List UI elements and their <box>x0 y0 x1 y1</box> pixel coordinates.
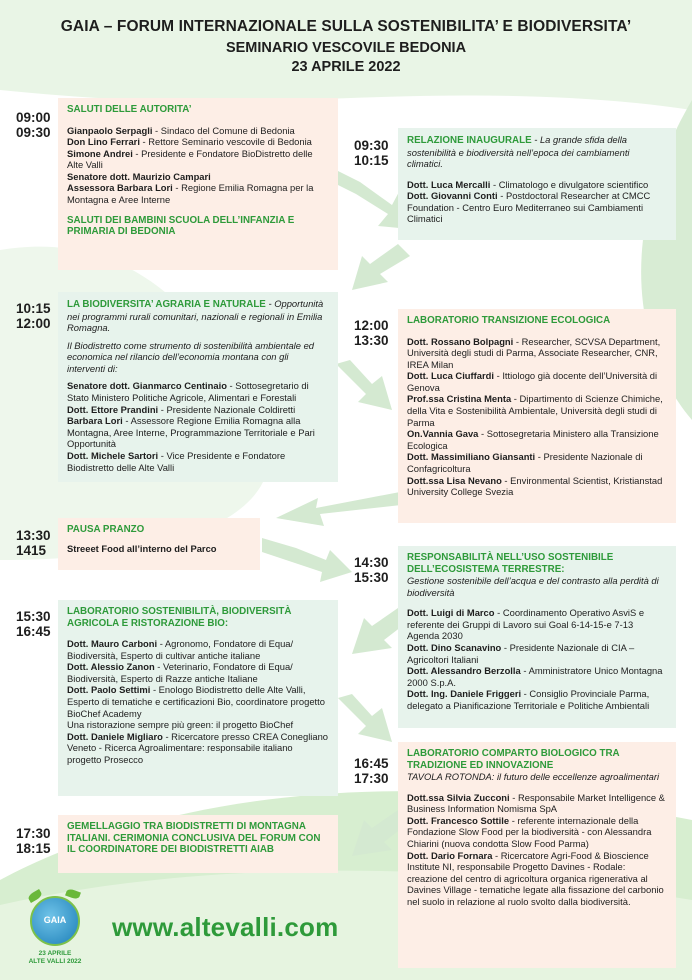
time-slot-4 <box>354 318 389 348</box>
speaker-role: - Environmental Scientist, Kristianstad University College Svezia <box>407 474 663 498</box>
speaker-role: - Dipartimento di Scienze Chimiche, della Vita e Sostenibilità Ambientale, Università degli studi di Parma <box>407 393 663 428</box>
speaker-name: On.Vannia Gava <box>407 428 479 440</box>
speaker-name: Don Lino Ferrari <box>67 136 140 148</box>
session-comparto-biologico <box>398 742 676 968</box>
session-biodiversita-agraria <box>58 292 338 482</box>
speaker-name: Dott. Luca Ciuffardi <box>407 370 494 382</box>
arrow-2 <box>352 244 410 290</box>
speaker-list <box>407 792 667 908</box>
leaf-icon <box>65 888 81 900</box>
time-start: 16:45 <box>354 756 389 771</box>
session-description: : il futuro delle eccellenze agroalimentari <box>491 771 660 782</box>
speaker-name: Barbara Lori <box>67 415 123 427</box>
speaker-list <box>407 607 667 711</box>
session-title: LABORATORIO COMPARTO BIOLOGICO TRA TRADIZIONE ED INNOVAZIONE <box>407 748 620 771</box>
speaker-entry <box>67 171 329 183</box>
speaker-name: Dott. Rossano Bolpagni <box>407 335 514 347</box>
time-start: 12:00 <box>354 318 389 333</box>
speaker-entry <box>67 450 329 473</box>
logo-caption-date: 23 APRILE <box>38 950 72 957</box>
speaker-role: - Rettore Seminario vescovile di Bedonia <box>139 136 312 148</box>
speaker-role: - Presidente Nazionale Coldiretti <box>158 403 296 415</box>
speaker-entry <box>67 125 329 137</box>
speaker-entry <box>67 719 329 731</box>
time-slot-1 <box>16 110 51 140</box>
session-description: - Opportunità nei programmi rurali comunitari, nazionali e regionali in Emilia Romagna. <box>67 298 324 334</box>
speaker-entry <box>67 684 329 719</box>
speaker-entry <box>407 393 667 428</box>
session-pausa-pranzo <box>58 518 260 570</box>
arrow-4 <box>276 492 410 526</box>
website-link[interactable]: www.altevalli.com <box>112 912 339 942</box>
speaker-role: - Responsabile Market Intelligence & Business Information Nomisma SpA <box>407 791 665 815</box>
speaker-entry <box>67 136 329 148</box>
speaker-name: Dott. Luigi di Marco <box>407 607 495 619</box>
speaker-role: - Researcher, SCVSA Department, Università degli studi di Parma, Associate Researcher, CNR, IREA Milan <box>407 335 661 370</box>
speaker-role: - Ricercatore presso CREA Conegliano Veneto - Ricerca Agroalimentare: responsabile italiano progetto Prosecco <box>67 730 329 765</box>
speaker-entry <box>67 380 329 403</box>
speaker-name: Senatore dott. Gianmarco Centinaio <box>67 380 227 392</box>
speaker-role: - Presidente Nazionale di CIA – Agricoltori Italiani <box>407 641 635 665</box>
event-date: 23 APRILE 2022 <box>291 59 401 75</box>
gaia-logo <box>24 886 86 972</box>
session-ecosistema-terrestre <box>398 546 676 728</box>
speaker-entry <box>407 607 667 642</box>
speaker-entry <box>407 665 667 688</box>
speaker-entry <box>67 415 329 450</box>
speaker-list <box>67 125 329 206</box>
arrow-5 <box>262 538 352 582</box>
time-start: 10:15 <box>16 301 51 316</box>
page-title: GAIA – FORUM INTERNAZIONALE SULLA SOSTENIBILITA’ E BIODIVERSITA’ <box>60 18 632 35</box>
speaker-name: Dott. Massimiliano Giansanti <box>407 451 536 463</box>
speaker-entry <box>407 190 667 225</box>
time-end: 16:45 <box>16 624 51 639</box>
speaker-entry <box>407 336 667 371</box>
speaker-name: Dott. Francesco Sottile <box>407 814 510 826</box>
venue-title: SEMINARIO VESCOVILE BEDONIA <box>225 40 467 56</box>
speaker-name: Dott. Alessio Zanon <box>67 661 155 673</box>
speaker-role: - Ittiologo già docente dell’Università di Genova <box>407 370 658 393</box>
time-slot-3 <box>16 301 51 331</box>
session-transizione-ecologica <box>398 309 676 523</box>
session-gemellaggio <box>58 815 338 873</box>
time-slot-6 <box>354 555 389 585</box>
speaker-entry <box>407 451 667 474</box>
speaker-role: - Enologo Biodistretto delle Alte Valli, Esperto di tematiche e certificazioni Bio, coordinatore progetto BioChef Academy <box>67 684 325 719</box>
speaker-role: - Sottosegretario di Stato Ministero Politiche Agricole, Alimentari e Forestali <box>67 380 309 404</box>
time-start: 14:30 <box>354 555 389 570</box>
speaker-role: Una ristorazione sempre più green: il progetto BioChef <box>67 719 294 731</box>
speaker-entry <box>407 179 667 191</box>
session-title: LA BIODIVERSITA’ AGRARIA E NATURALE <box>67 299 266 310</box>
time-end: 12:00 <box>16 316 51 331</box>
time-end: 09:30 <box>16 125 51 140</box>
session-relazione-inaugurale <box>398 128 676 240</box>
speaker-list <box>67 380 329 473</box>
speaker-name: Dott. Alessandro Berzolla <box>407 665 521 677</box>
speaker-entry <box>407 688 667 711</box>
speaker-entry <box>407 850 667 908</box>
speaker-name: Assessora Barbara Lori <box>67 182 173 194</box>
session-description: - La grande sfida della sostenibilità e biodiversità nell’epoca dei cambiamenti climatici. <box>407 134 630 170</box>
speaker-name: Dott. Mauro Carboni <box>67 638 158 649</box>
time-slot-8 <box>354 756 389 786</box>
time-start: 17:30 <box>16 826 51 841</box>
session-subtitle: SALUTI DEI BAMBINI SCUOLA DELL’INFANZIA E PRIMARIA DI BEDONIA <box>67 214 295 238</box>
session-title: LABORATORIO TRANSIZIONE ECOLOGICA <box>407 315 611 326</box>
time-slot-7 <box>16 609 51 639</box>
speaker-role: - referente internazionale della Fondazione Slow Food per la biodiversità - con Alessandra Chiarini (nuova condotta Slow Food Parma) <box>407 814 652 849</box>
speaker-entry <box>67 182 329 205</box>
time-start: 09:00 <box>16 110 51 125</box>
speaker-entry <box>67 148 329 171</box>
speaker-role: - Vice Presidente e Fondatore Biodistretto delle Alte Valli <box>67 450 286 473</box>
session-title: RESPONSABILITÀ NELL’USO SOSTENIBILE DELL’ECOSISTEMA TERRESTRE: <box>407 552 614 575</box>
time-start: 13:30 <box>16 528 51 543</box>
logo-caption-place: ALTE VALLI 2022 <box>28 958 82 965</box>
speaker-entry <box>407 428 667 451</box>
speaker-role: - Postdoctoral Researcher at CMCC Foundation - Centro Euro Mediterraneo sui Cambiamenti Climatici <box>407 190 651 225</box>
session-saluti-autorita <box>58 98 338 270</box>
speaker-entry <box>67 731 329 766</box>
time-end: 13:30 <box>354 333 389 348</box>
speaker-entry <box>67 661 329 684</box>
speaker-entry <box>407 642 667 665</box>
time-end: 17:30 <box>354 771 389 786</box>
speaker-entry <box>67 404 329 416</box>
time-end: 1415 <box>16 543 47 558</box>
speaker-name: Dott. Ettore Prandini <box>67 403 159 415</box>
speaker-role: - Presidente Nazionale di Confagricoltura <box>407 451 643 475</box>
page-header <box>0 18 692 75</box>
speaker-role: - Consiglio Provinciale Parma, delegato a Pianificazione Territoriale e Politiche Ambientali <box>407 688 650 711</box>
time-start: 15:30 <box>16 609 51 624</box>
time-end: 18:15 <box>16 841 51 856</box>
speaker-role: - Ricercatore Agri-Food & Bioscience Institute NI, responsabile Progetto Davines - Rodale: creazione del centro di agricoltura organica rigenerativa al Davines Village - tematiche legate alla fissazione del carbonio nel suolo in relazione al ruolo svolto dalla biodiversità. <box>407 849 664 907</box>
speaker-list <box>407 179 667 225</box>
time-end: 15:30 <box>354 570 389 585</box>
speaker-name: Dott. Dario Fornara <box>407 849 493 861</box>
speaker-name: Dott. Ing. Daniele Friggeri <box>407 688 522 700</box>
speaker-name: Dott. Michele Sartori <box>67 450 159 462</box>
session-title: PAUSA PRANZO <box>67 524 145 535</box>
speaker-role: - Presidente e Fondatore BioDistretto delle Alte Valli <box>67 147 313 171</box>
speaker-role: - Regione Emilia Romagna per la Montagna e Aree Interne <box>67 182 314 206</box>
speaker-role: - Assessore Regione Emilia Romagna alla Montagna, Aree Interne, Programmazione Territoriale e Pari Opportunità <box>67 415 315 450</box>
speaker-entry <box>407 792 667 815</box>
speaker-role: - Climatologo e divulgatore scientifico <box>490 178 649 190</box>
arrow-3 <box>336 360 392 410</box>
speaker-entry <box>407 475 667 498</box>
time-slot-9 <box>16 826 51 856</box>
speaker-role: - Veterinario, Fondatore di Equa/ Biodiversità, Esperto di Razze antiche Italiane <box>67 661 293 684</box>
time-start: 09:30 <box>354 138 389 153</box>
speaker-role: - Sottosegretaria Ministero alla Transizione Ecologica <box>407 428 659 451</box>
session-title: GEMELLAGGIO TRA BIODISTRETTI DI MONTAGNA ITALIANI. CERIMONIA CONCLUSIVA DEL FORUM CON IL COORDINATORE DEI BIODISTRETTI AIAB <box>67 821 321 855</box>
speaker-role: - Agronomo, Fondatore di Equa/ Biodiversità, Esperto di cultivar antiche italiane <box>67 638 294 661</box>
speaker-name: Dott. Luca Mercalli <box>407 178 491 190</box>
time-slot-2 <box>354 138 389 168</box>
speaker-name: Dott.ssa Silvia Zucconi <box>407 791 510 803</box>
speaker-list <box>407 336 667 498</box>
session-title: SALUTI DELLE AUTORITA’ <box>67 104 192 115</box>
session-ristorazione-bio <box>58 600 338 796</box>
speaker-name: Prof.ssa Cristina Menta <box>407 393 512 405</box>
speaker-name: Dott. Dino Scanavino <box>407 641 502 653</box>
speaker-entry <box>67 638 329 661</box>
speaker-role: - Coordinamento Operativo AsviS e referente dei Gruppi di Lavoro sui Goal 6-14-15-e 7-13 Agenda 2030 <box>407 607 645 642</box>
session-description: Gestione sostenibile dell’acqua e del contrasto alla perdità di biodiversità <box>407 575 659 598</box>
time-slot-5 <box>16 528 51 558</box>
speaker-name: Simone Andrei <box>67 147 133 159</box>
speaker-name: Dott. Giovanni Conti <box>407 190 498 202</box>
time-end: 10:15 <box>354 153 389 168</box>
speaker-list <box>67 638 329 766</box>
speaker-entry <box>407 815 667 850</box>
speaker-name: Gianpaolo Serpagli <box>67 124 153 136</box>
speaker-name: Dott. Daniele Migliaro <box>67 730 163 742</box>
speaker-entry <box>407 370 667 393</box>
tavola-rotonda-label: TAVOLA ROTONDA <box>407 771 492 782</box>
session-intro: Il Biodistretto come strumento di sostenibilità ambientale ed economica nel rilancio dell’economia montana con gli interventi di: <box>67 339 315 374</box>
speaker-role: - Sindaco del Comune di Bedonia <box>152 124 295 136</box>
logo-word: GAIA <box>43 915 67 925</box>
speaker-name: Senatore dott. Maurizio Campari <box>67 170 211 182</box>
session-title: RELAZIONE INAUGURALE <box>407 135 532 146</box>
speaker-name: Dott.ssa Lisa Nevano <box>407 474 502 486</box>
speaker-name: Dott. Paolo Settimi <box>67 684 151 696</box>
session-description: Streeet Food all’interno del Parco <box>67 542 217 554</box>
arrow-7 <box>338 694 392 742</box>
session-title: LABORATORIO SOSTENIBILITÀ, BIODIVERSITÀ AGRICOLA E RISTORAZIONE BIO: <box>67 606 292 629</box>
speaker-role: - Amministratore Unico Montagna 2000 S.p.A. <box>407 665 663 688</box>
